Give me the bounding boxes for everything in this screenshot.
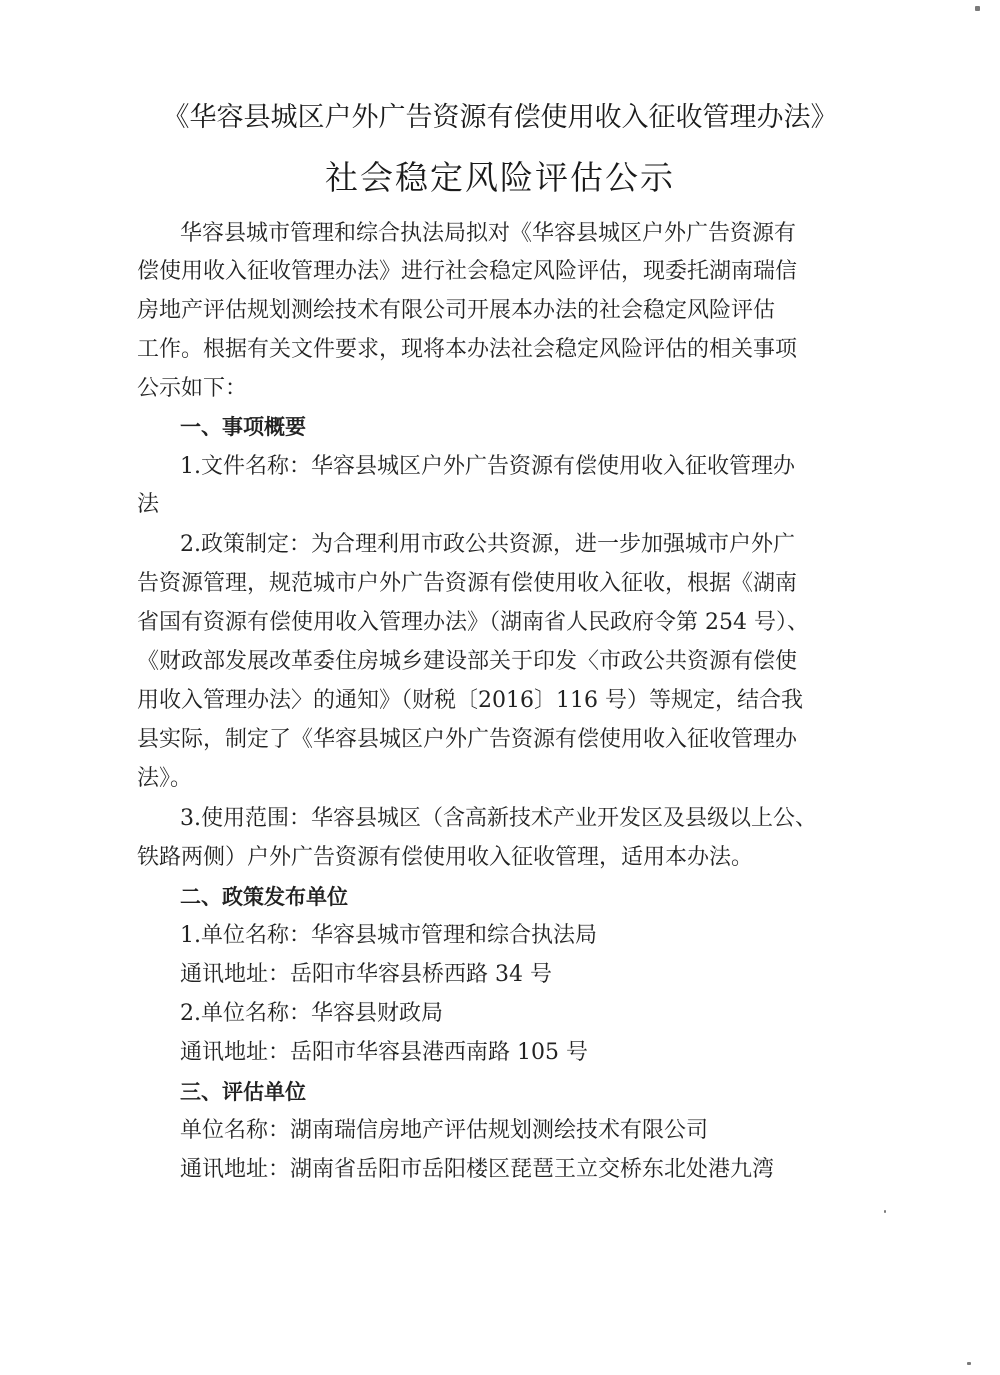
scan-speck: [884, 1210, 886, 1213]
item-line: 3.使用范围：华容县城区（含高新技术产业开发区及县级以上公、: [180, 806, 817, 831]
item-line: 告资源管理，规范城市户外广告资源有偿使用收入征收，根据《湖南: [137, 571, 798, 596]
item-line: 铁路两侧）户外广告资源有偿使用收入征收管理，适用本办法。: [137, 845, 754, 870]
item-line: 省国有资源有偿使用收入管理办法》（湖南省人民政府令第 254 号）、: [137, 610, 809, 635]
document-title-line2: 社会稳定风险评估公示: [325, 158, 675, 197]
item-line: 2.政策制定：为合理利用市政公共资源，进一步加强城市户外广: [180, 532, 795, 557]
unit-name: 2.单位名称：华容县财政局: [180, 1001, 443, 1026]
section-heading: 二、政策发布单位: [180, 885, 348, 909]
intro-line: 公示如下：: [137, 376, 248, 401]
item-line: 1.文件名称：华容县城区户外广告资源有偿使用收入征收管理办: [180, 454, 795, 479]
scan-speck: [967, 1362, 971, 1365]
scan-speck: [975, 6, 980, 11]
section-heading: 三、评估单位: [180, 1080, 306, 1104]
document-title-line1: 《华容县城区户外广告资源有偿使用收入征收管理办法》: [162, 102, 838, 133]
unit-address: 通讯地址：湖南省岳阳市岳阳楼区琵琶王立交桥东北处港九湾: [180, 1157, 775, 1182]
intro-line: 偿使用收入征收管理办法》进行社会稳定风险评估，现委托湖南瑞信: [137, 259, 798, 284]
intro-line: 房地产评估规划测绘技术有限公司开展本办法的社会稳定风险评估: [137, 298, 776, 323]
unit-address: 通讯地址：岳阳市华容县港西南路 105 号: [180, 1040, 588, 1065]
item-line: 用收入管理办法〉的通知》（财税〔2016〕116 号）等规定，结合我: [137, 688, 803, 713]
intro-line: 工作。根据有关文件要求，现将本办法社会稳定风险评估的相关事项: [137, 337, 798, 362]
item-line: 《财政部发展改革委住房城乡建设部关于印发〈市政公共资源有偿使: [137, 649, 798, 674]
intro-line: 华容县城市管理和综合执法局拟对《华容县城区户外广告资源有: [180, 221, 797, 246]
item-line: 法: [137, 492, 160, 517]
item-line: 法》。: [137, 766, 193, 791]
section-heading: 一、事项概要: [180, 415, 306, 439]
unit-name: 单位名称：湖南瑞信房地产评估规划测绘技术有限公司: [180, 1118, 709, 1143]
unit-name: 1.单位名称：华容县城市管理和综合执法局: [180, 923, 597, 948]
item-line: 县实际，制定了《华容县城区户外广告资源有偿使用收入征收管理办: [137, 727, 798, 752]
unit-address: 通讯地址：岳阳市华容县桥西路 34 号: [180, 962, 552, 987]
